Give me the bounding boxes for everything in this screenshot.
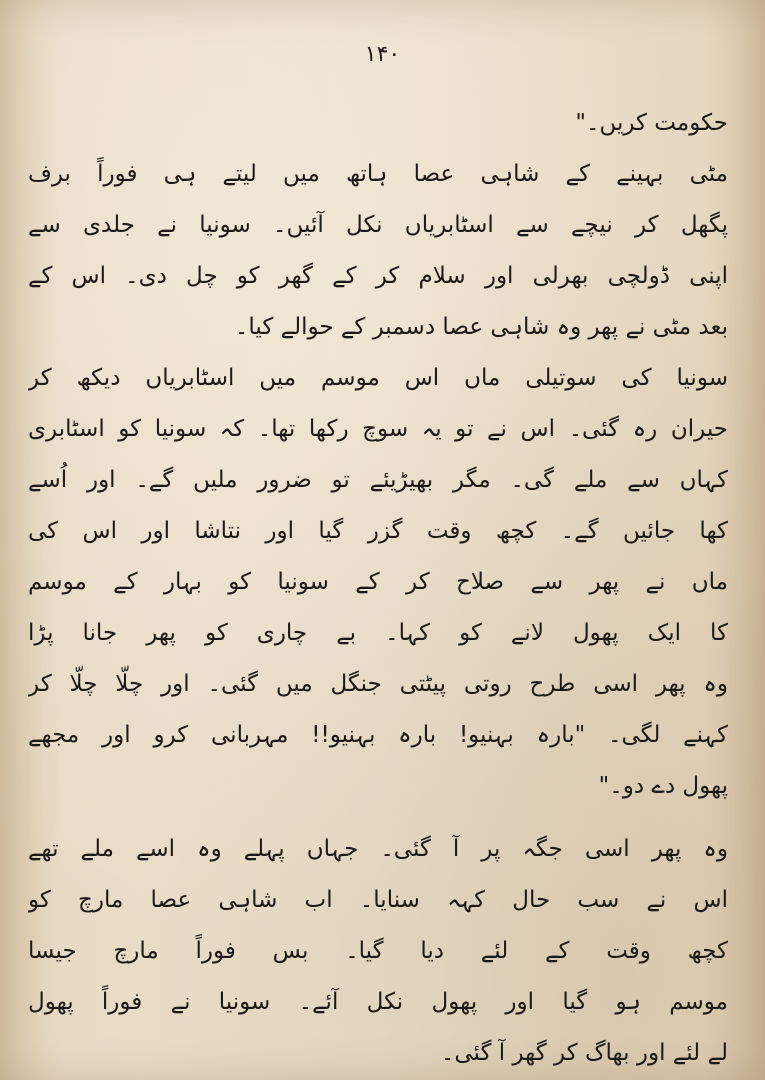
text-line: حکومت کریں۔" [575,110,728,136]
body-text [28,98,728,1079]
text-line: بعد مٹی نے پھر وہ شاہی عصا دسمبر کے حوالے کیا۔ [234,314,728,340]
text-line: سونیا کی سوتیلی ماں اس موسم میں اسٹابریاں دیکھ کر [28,365,728,391]
paragraph-gap [28,812,728,824]
text-line: اس نے سب حال کہہ سنایا۔ اب شاہی عصا مارچ کو [28,887,728,913]
page-number: ۱۴۰ [364,42,401,67]
text-line: ماں نے پھر سے صلاح کر کے سونیا کو بہار کے موسم [28,569,728,595]
text-line: مٹی بہینے کے شاہی عصا ہاتھ میں لیتے ہی فوراً برف [28,161,728,187]
text-line: پھول دے دو۔" [598,773,728,799]
text-line: اپنی ڈولچی بھرلی اور سلام کر کے گھر کو چل دی۔ اس کے [28,263,728,289]
text-line: لے لئے اور بھاگ کر گھر آ گئی۔ [440,1040,728,1066]
text-line: کا ایک پھول لانے کو کہا۔ بے چاری کو پھر جانا پڑا [28,620,728,646]
text-line: کہنے لگی۔ "بارہ بہنیو! بارہ بہنیو!! مہربانی کرو اور مجھے [28,722,728,748]
text-line: کھا جائیں گے۔ کچھ وقت گزر گیا اور نتاشا اور اس کی [28,518,728,544]
text-line: حیران رہ گئی۔ اس نے تو یہ سوچ رکھا تھا۔ کہ سونیا کو اسٹابری [28,416,728,442]
text-line: پگھل کر نیچے سے اسٹابریاں نکل آئیں۔ سونیا نے جلدی سے [28,212,728,238]
text-line: کچھ وقت کے لئے دیا گیا۔ بس فوراً مارچ جیسا [28,938,728,964]
text-line: کہاں سے ملے گی۔ مگر بھیڑیئے تو ضرور ملیں گے۔ اور اُسے [28,467,728,493]
text-line: وہ پھر اسی جگہ پر آ گئی۔ جہاں پہلے وہ اسے ملے تھے [28,836,728,862]
text-line: وہ پھر اسی طرح روتی پیٹتی جنگل میں گئی۔ اور چلّا چلّا کر [28,671,728,697]
text-line: موسم ہو گیا اور پھول نکل آئے۔ سونیا نے فوراً پھول [28,989,728,1015]
